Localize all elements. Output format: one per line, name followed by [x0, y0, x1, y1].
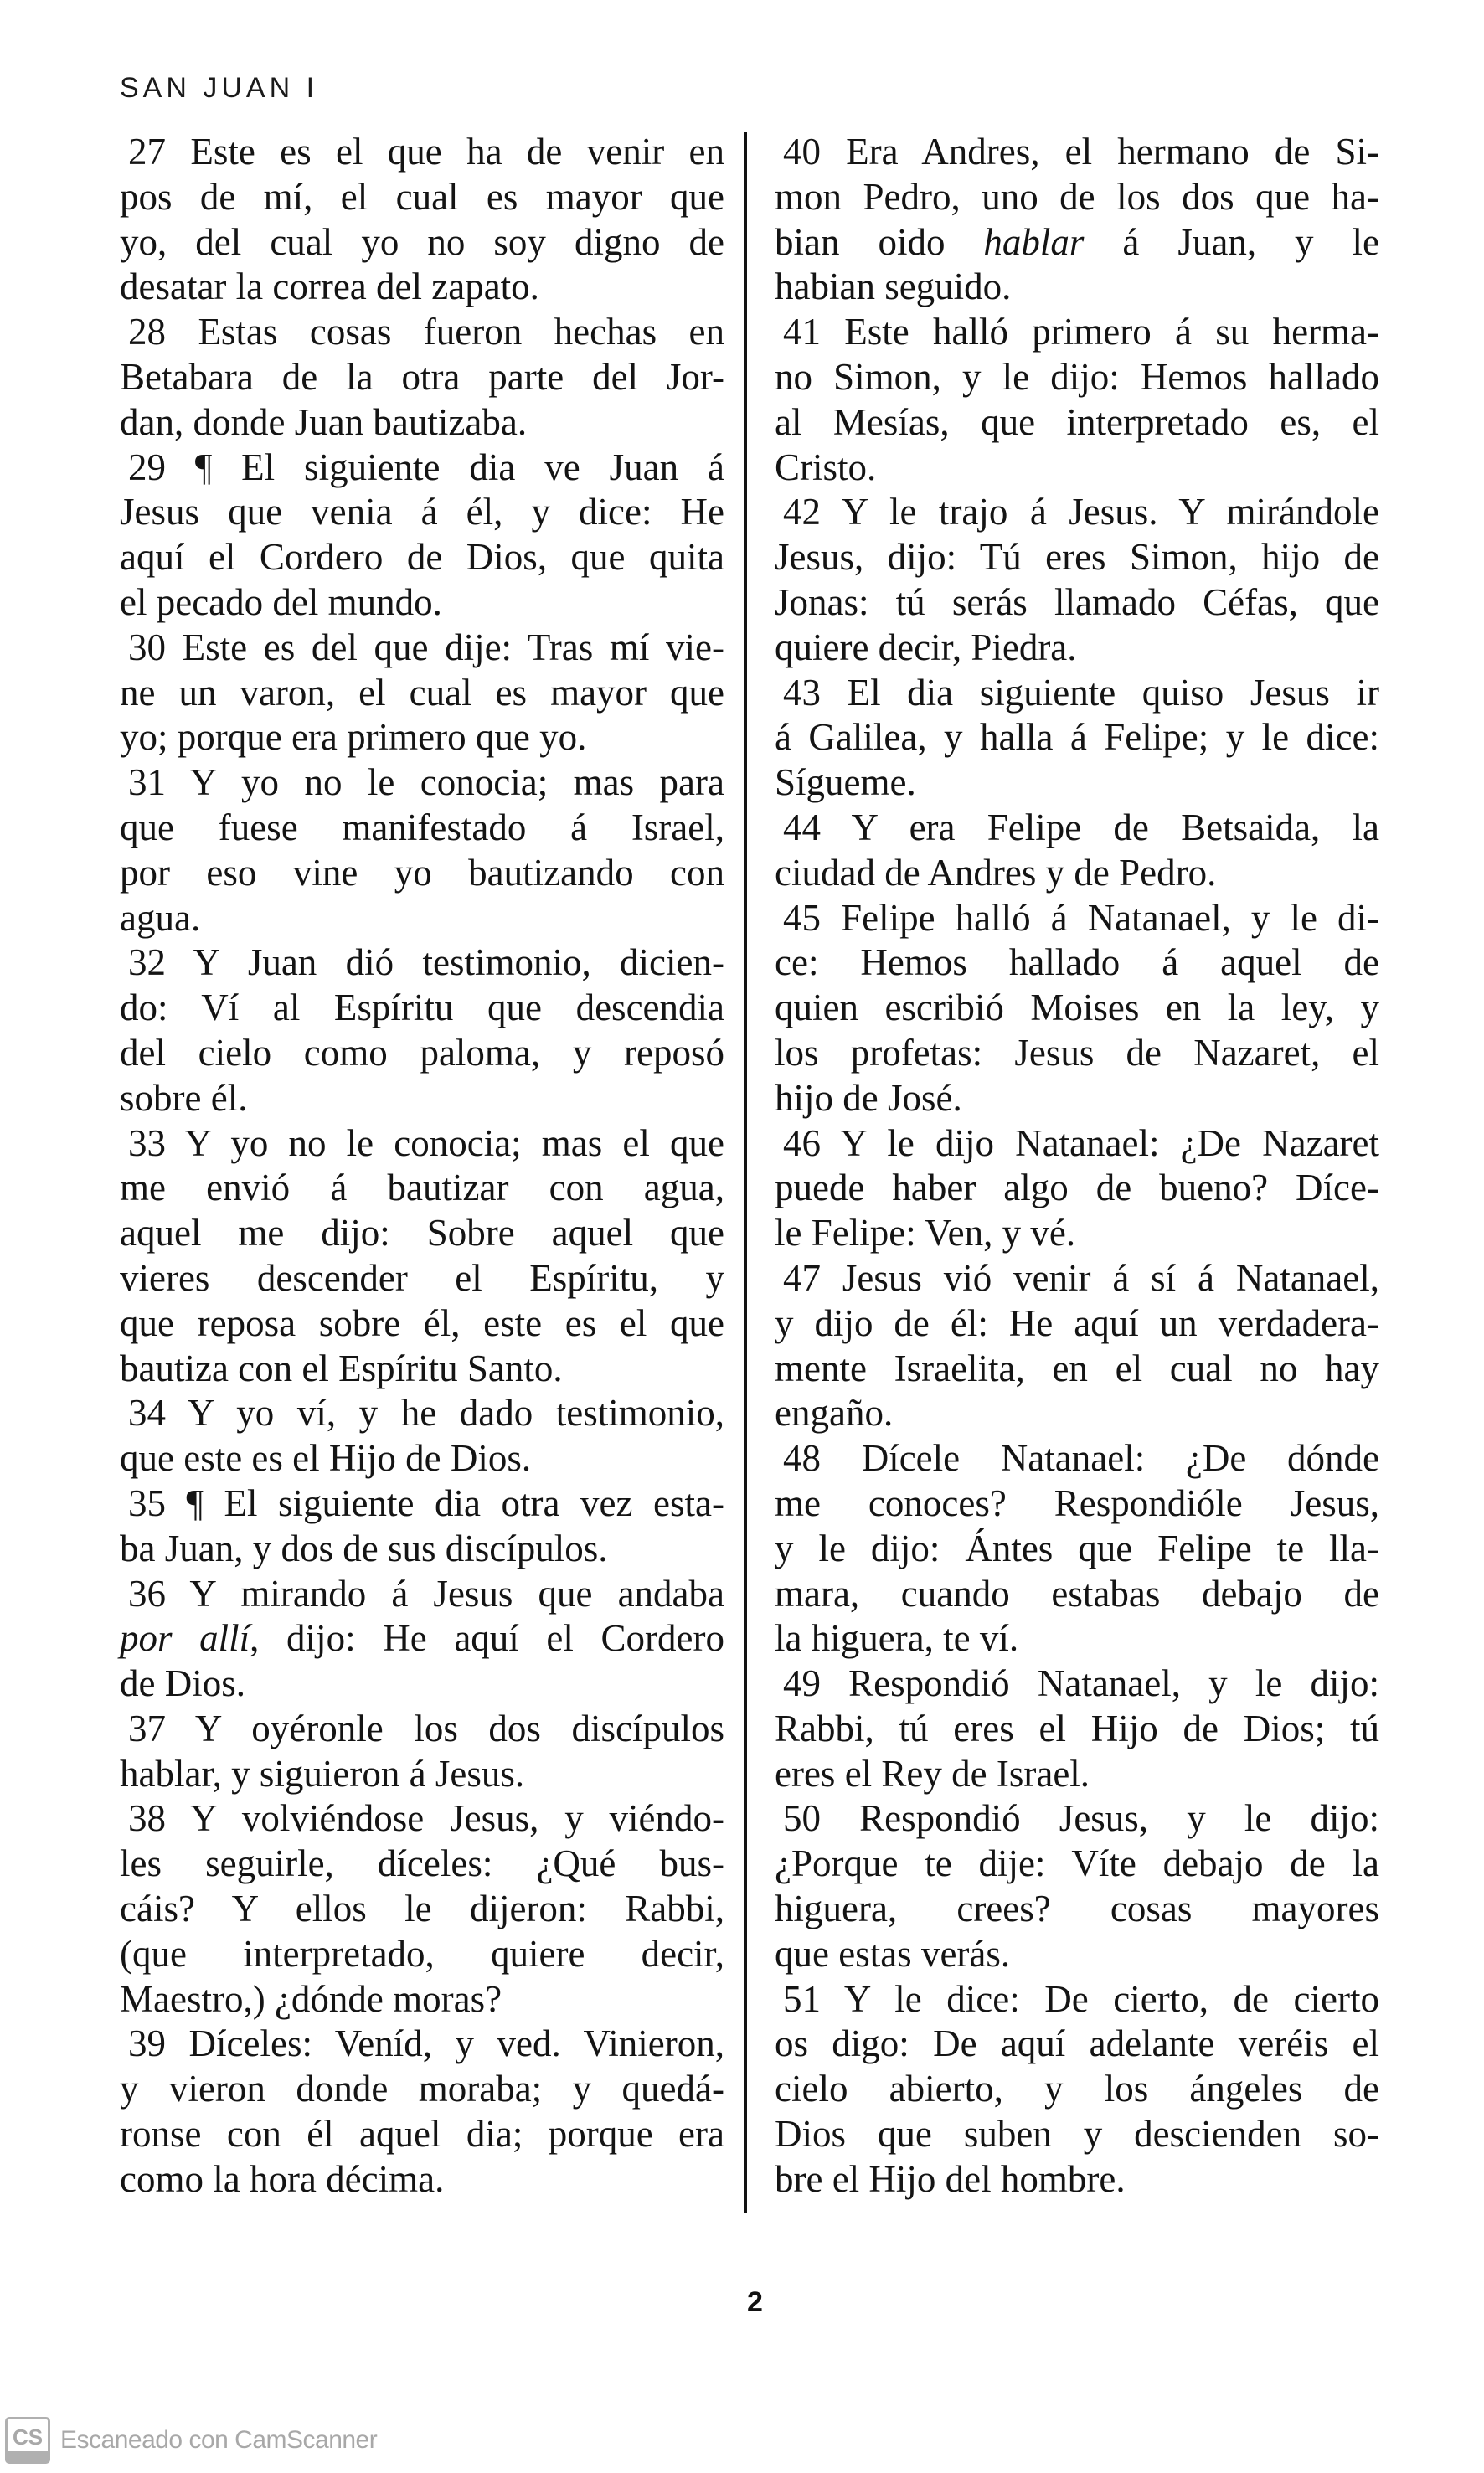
line-text-rest: , dijo: He aquí el Cordero	[250, 1617, 724, 1660]
line-text: me envió á bautizar con agua,	[120, 1167, 724, 1209]
line-text: aquel me dijo: Sobre aquel que	[120, 1212, 724, 1255]
line-text: pos de mí, el cual es mayor que	[120, 175, 724, 218]
text-line	[120, 1436, 724, 1481]
line-text-rest: á Juan, y le	[1084, 220, 1379, 263]
italic-text: hablar	[983, 220, 1085, 263]
line-text: 48 Dícele Natanael: ¿De dónde	[783, 1437, 1379, 1480]
line-text: ronse con él aquel dia; porque era	[120, 2113, 724, 2156]
text-line	[120, 1662, 724, 1707]
text-line	[775, 1572, 1379, 1617]
line-text: 47 Jesus vió venir á sí á Natanael,	[783, 1256, 1379, 1299]
verse-start-line	[775, 490, 1379, 535]
verse-start-line	[775, 130, 1379, 175]
line-text: Jesus que venia á él, y dice: He	[120, 491, 724, 533]
column-divider	[744, 132, 747, 2213]
line-text: del cielo como paloma, y reposó	[120, 1031, 724, 1074]
verse-start-line	[775, 310, 1379, 355]
line-text: 41 Este halló primero á su herma-	[783, 311, 1379, 353]
verse-start-line	[120, 310, 724, 355]
line-text: que este es el Hijo de Dios.	[120, 1437, 532, 1480]
line-text: aquí el Cordero de Dios, que quita	[120, 536, 724, 579]
line-text: bautiza con el Espíritu Santo.	[120, 1347, 563, 1389]
text-line	[120, 1347, 724, 1392]
text-line	[120, 1076, 724, 1121]
line-text: 27 Este es el que ha de venir en	[128, 131, 724, 173]
text-line	[120, 1932, 724, 1977]
line-text: mon Pedro, uno de los dos que ha-	[775, 175, 1379, 218]
text-line	[775, 1932, 1379, 1977]
line-text: do: Ví al Espíritu que descendia	[120, 987, 724, 1029]
line-text: 51 Y le dice: De cierto, de cierto	[783, 1977, 1379, 2020]
line-text: 45 Felipe halló á Natanael, y le di-	[783, 896, 1379, 939]
line-text: hijo de José.	[775, 1076, 962, 1119]
page-number: 2	[747, 2286, 763, 2318]
text-line	[775, 760, 1379, 806]
line-text: sobre él.	[120, 1076, 248, 1119]
line-text: 33 Y yo no le conocia; mas el que	[128, 1121, 724, 1164]
verse-start-line	[775, 1121, 1379, 1167]
text-line	[775, 2022, 1379, 2067]
text-line	[775, 580, 1379, 626]
line-text: bre el Hijo del hombre.	[775, 2157, 1126, 2200]
text-line	[775, 446, 1379, 491]
line-text: 38 Y volviéndose Jesus, y viéndo-	[128, 1797, 724, 1840]
line-text: 28 Estas cosas fueron hechas en	[128, 311, 724, 353]
line-text: que reposa sobre él, este es el que	[120, 1301, 724, 1344]
line-text: de Dios.	[120, 1662, 245, 1705]
line-text: desatar la correa del zapato.	[120, 265, 539, 308]
line-text: ce: Hemos hallado á aquel de	[775, 941, 1379, 984]
text-line	[775, 2112, 1379, 2157]
text-line	[120, 1977, 724, 2022]
line-text: habian seguido.	[775, 265, 1012, 308]
text-line	[120, 580, 724, 626]
text-line	[775, 1076, 1379, 1121]
line-text: higuera, crees? cosas mayores	[775, 1888, 1379, 1930]
line-text: 42 Y le trajo á Jesus. Y mirándole	[783, 491, 1379, 533]
text-line	[775, 1391, 1379, 1436]
text-line	[775, 1481, 1379, 1527]
text-line	[775, 2157, 1379, 2203]
verse-start-line	[775, 1977, 1379, 2022]
text-line	[120, 1256, 724, 1301]
italic-text: por allí	[120, 1617, 250, 1660]
line-text: 30 Este es del que dije: Tras mí vie-	[128, 626, 724, 668]
line-text: mara, cuando estabas debajo de	[775, 1572, 1379, 1615]
line-text: 34 Y yo ví, y he dado testimonio,	[128, 1392, 724, 1435]
text-line	[775, 851, 1379, 896]
text-line	[120, 220, 724, 265]
line-text: y dijo de él: He aquí un verdadera-	[775, 1301, 1379, 1344]
verse-start-line	[775, 1796, 1379, 1842]
line-text: me conoces? Respondióle Jesus,	[775, 1481, 1379, 1524]
verse-start-line	[775, 671, 1379, 716]
line-text: 32 Y Juan dió testimonio, dicien-	[128, 941, 724, 984]
line-text: no Simon, y le dijo: Hemos hallado	[775, 355, 1379, 398]
text-line	[775, 1031, 1379, 1076]
verse-start-line	[120, 1121, 724, 1167]
text-line	[120, 1842, 724, 1887]
line-text: Dios que suben y descienden so-	[775, 2113, 1379, 2156]
text-line	[120, 1211, 724, 1256]
text-line	[120, 671, 724, 716]
text-line	[775, 1166, 1379, 1211]
text-line	[775, 400, 1379, 446]
line-text: 43 El dia siguiente quiso Jesus ir	[783, 671, 1379, 714]
line-text: le Felipe: Ven, y vé.	[775, 1212, 1076, 1255]
line-text: cáis? Y ellos le dijeron: Rabbi,	[120, 1888, 724, 1930]
line-text: Maestro,) ¿dónde moras?	[120, 1977, 502, 2020]
line-text: ba Juan, y dos de sus discípulos.	[120, 1527, 608, 1569]
line-text: engaño.	[775, 1392, 894, 1435]
text-line	[775, 626, 1379, 671]
running-head: SAN JUAN I	[120, 72, 319, 104]
line-text: (que interpretado, quiere decir,	[120, 1932, 724, 1975]
text-line	[120, 1031, 724, 1076]
line-text: 35 ¶ El siguiente dia otra vez esta-	[128, 1481, 724, 1524]
line-text: 36 Y mirando á Jesus que andaba	[128, 1572, 724, 1615]
line-text: el pecado del mundo.	[120, 580, 442, 623]
text-line	[120, 355, 724, 400]
line-text: yo, del cual yo no soy digno de	[120, 220, 724, 263]
verse-start-line	[775, 1256, 1379, 1301]
text-line	[120, 490, 724, 535]
text-line	[120, 175, 724, 220]
verse-start-line	[120, 130, 724, 175]
text-line	[775, 265, 1379, 310]
line-text: os digo: De aquí adelante veréis el	[775, 2022, 1379, 2065]
text-line	[775, 1527, 1379, 1572]
verse-start-line	[775, 806, 1379, 851]
text-line	[120, 1616, 724, 1662]
text-line	[120, 265, 724, 310]
verse-start-line	[120, 940, 724, 986]
text-line	[775, 1301, 1379, 1347]
line-text: 44 Y era Felipe de Betsaida, la	[783, 806, 1379, 848]
line-text: ciudad de Andres y de Pedro.	[775, 851, 1217, 894]
line-text: quiere decir, Piedra.	[775, 626, 1077, 668]
line-text: Jesus, dijo: Tú eres Simon, hijo de	[775, 536, 1379, 579]
verse-start-line	[775, 1436, 1379, 1481]
line-text: les seguirle, díceles: ¿Qué bus-	[120, 1842, 724, 1885]
line-text: 40 Era Andres, el hermano de Si-	[783, 131, 1379, 173]
line-text: dan, donde Juan bautizaba.	[120, 400, 528, 443]
text-line	[775, 940, 1379, 986]
line-text: que estas verás.	[775, 1932, 1011, 1975]
line-text: puede haber algo de bueno? Díce-	[775, 1167, 1379, 1209]
text-line	[120, 715, 724, 760]
line-text: y le dijo: Ántes que Felipe te lla-	[775, 1527, 1379, 1569]
text-line	[775, 2067, 1379, 2112]
line-text: 31 Y yo no le conocia; mas para	[128, 761, 724, 804]
text-line	[775, 220, 1379, 265]
text-line	[120, 1301, 724, 1347]
line-text: agua.	[120, 896, 201, 939]
line-text: 37 Y oyéronle los dos discípulos	[128, 1707, 724, 1749]
verse-start-line	[120, 1707, 724, 1752]
left-column	[120, 130, 724, 2203]
text-line	[120, 896, 724, 941]
line-text: 46 Y le dijo Natanael: ¿De Nazaret	[783, 1121, 1379, 1164]
text-line	[120, 851, 724, 896]
line-text: hablar, y siguieron á Jesus.	[120, 1752, 525, 1795]
line-text: Sígueme.	[775, 761, 916, 804]
line-text: Betabara de la otra parte del Jor-	[120, 355, 724, 398]
text-line	[775, 1752, 1379, 1797]
right-column	[775, 130, 1379, 2203]
camscanner-logo-icon: CS	[5, 2417, 50, 2464]
line-text: al Mesías, que interpretado es, el	[775, 400, 1379, 443]
verse-start-line	[775, 896, 1379, 941]
text-line	[775, 535, 1379, 580]
verse-start-line	[120, 1481, 724, 1527]
line-text: 50 Respondió Jesus, y le dijo:	[783, 1797, 1379, 1840]
line-text: que fuese manifestado á Israel,	[120, 806, 724, 848]
line-text: la higuera, te ví.	[775, 1617, 1019, 1660]
verse-start-line	[775, 1662, 1379, 1707]
line-text: mente Israelita, en el cual no hay	[775, 1347, 1379, 1389]
text-line	[775, 1347, 1379, 1392]
text-line	[120, 986, 724, 1031]
line-text: bian oido	[775, 220, 984, 263]
line-text: 39 Díceles: Veníd, y ved. Vinieron,	[128, 2022, 724, 2065]
line-text: 29 ¶ El siguiente dia ve Juan á	[128, 446, 724, 488]
line-text: cielo abierto, y los ángeles de	[775, 2068, 1379, 2110]
line-text: ¿Porque te dije: Víte debajo de la	[775, 1842, 1379, 1885]
text-line	[120, 2112, 724, 2157]
text-line	[775, 1842, 1379, 1887]
line-text: á Galilea, y halla á Felipe; y le dice:	[775, 716, 1379, 759]
line-text: Jonas: tú serás llamado Céfas, que	[775, 580, 1379, 623]
line-text: vieres descender el Espíritu, y	[120, 1256, 724, 1299]
text-line	[775, 1616, 1379, 1662]
verse-start-line	[120, 446, 724, 491]
verse-start-line	[120, 1796, 724, 1842]
line-text: por eso vine yo bautizando con	[120, 851, 724, 894]
text-line	[775, 175, 1379, 220]
text-line	[120, 2067, 724, 2112]
text-line	[775, 1707, 1379, 1752]
text-line	[120, 1752, 724, 1797]
line-text: Rabbi, tú eres el Hijo de Dios; tú	[775, 1707, 1379, 1749]
line-text: ne un varon, el cual es mayor que	[120, 671, 724, 714]
line-text: quien escribió Moises en la ley, y	[775, 987, 1379, 1029]
line-text: Cristo.	[775, 446, 877, 488]
verse-start-line	[120, 760, 724, 806]
line-text: eres el Rey de Israel.	[775, 1752, 1090, 1795]
verse-start-line	[120, 1391, 724, 1436]
text-line	[120, 535, 724, 580]
text-line	[120, 2157, 724, 2203]
verse-start-line	[120, 1572, 724, 1617]
text-line	[120, 1887, 724, 1932]
line-text: los profetas: Jesus de Nazaret, el	[775, 1031, 1379, 1074]
text-line	[120, 1166, 724, 1211]
text-line	[775, 1211, 1379, 1256]
text-line	[120, 806, 724, 851]
text-line	[775, 986, 1379, 1031]
text-line	[775, 1887, 1379, 1932]
text-line	[120, 1527, 724, 1572]
text-line	[775, 715, 1379, 760]
camscanner-watermark	[5, 2417, 377, 2464]
verse-start-line	[120, 626, 724, 671]
line-text: como la hora décima.	[120, 2157, 445, 2200]
line-text: 49 Respondió Natanael, y le dijo:	[783, 1662, 1379, 1705]
text-line	[120, 400, 724, 446]
line-text: yo; porque era primero que yo.	[120, 716, 587, 759]
line-text: y vieron donde moraba; y quedá-	[120, 2068, 724, 2110]
watermark-text: Escaneado con CamScanner	[60, 2426, 378, 2454]
verse-start-line	[120, 2022, 724, 2067]
text-line	[775, 355, 1379, 400]
